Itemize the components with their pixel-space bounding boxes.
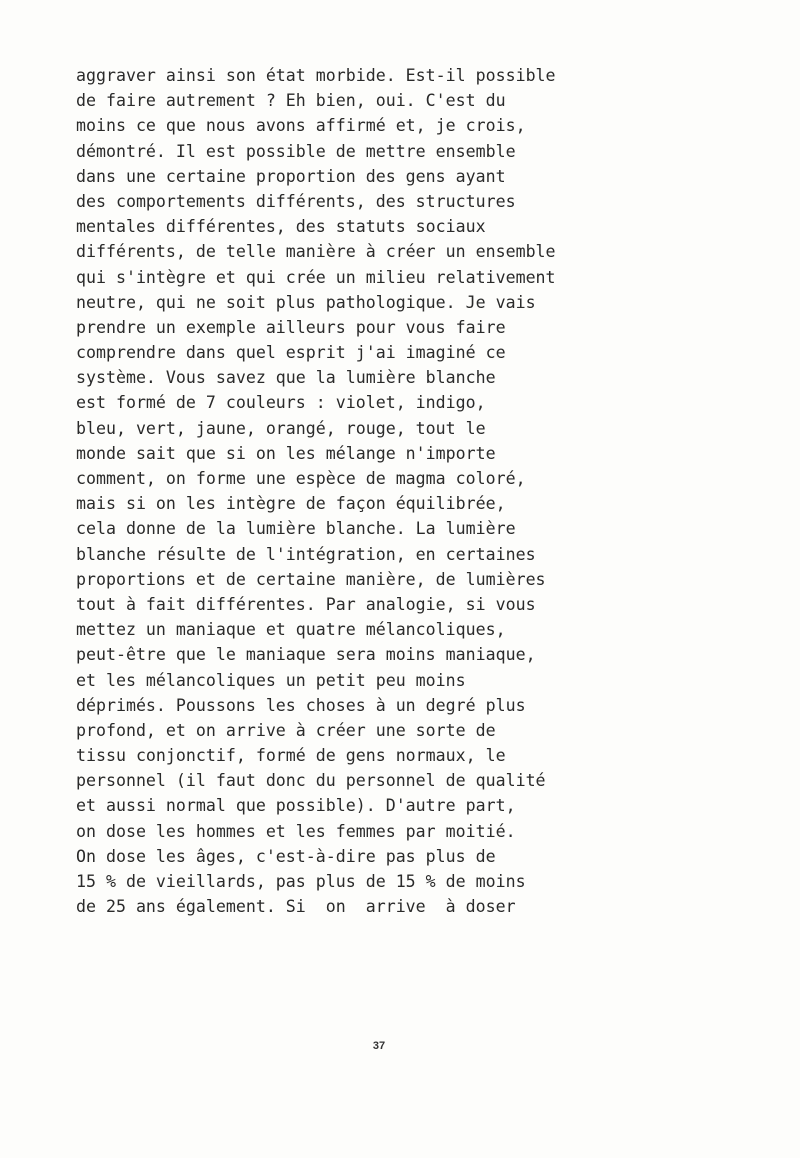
text-line: et les mélancoliques un petit peu moins <box>76 670 466 690</box>
text-line: monde sait que si on les mélange n'importe <box>76 443 496 463</box>
text-line: système. Vous savez que la lumière blanche <box>76 368 496 388</box>
text-line: blanche résulte de l'intégration, en certaines <box>76 544 536 564</box>
text-line: neutre, qui ne soit plus pathologique. Je vais <box>76 292 536 312</box>
text-line: démontré. Il est possible de mettre ensemble <box>76 141 516 161</box>
text-line: proportions et de certaine manière, de lumières <box>76 569 546 589</box>
text-line: 15 % de vieillards, pas plus de 15 % de moins <box>76 872 526 891</box>
text-line: on dose les hommes et les femmes par moitié. <box>76 821 516 841</box>
text-line: est formé de 7 couleurs : violet, indigo, <box>76 393 486 413</box>
text-line: tissu conjonctif, formé de gens normaux, le <box>76 746 506 766</box>
text-line: mentales différentes, des statuts sociaux <box>76 217 486 237</box>
text-line: de faire autrement ? Eh bien, oui. C'est du <box>76 91 506 111</box>
text-line: mais si on les intègre de façon équilibrée, <box>76 494 506 514</box>
text-line: tout à fait différentes. Par analogie, si vous <box>76 594 536 614</box>
text-line: peut-être que le maniaque sera moins maniaque, <box>76 645 536 665</box>
text-line: comprendre dans quel esprit j'ai imaginé ce <box>76 343 506 363</box>
text-line: comment, on forme une espèce de magma coloré, <box>76 469 526 488</box>
text-line: qui s'intègre et qui crée un milieu relativement <box>76 267 556 287</box>
text-line: de 25 ans également. Si on arrive à doser <box>76 897 516 917</box>
text-line: dans une certaine proportion des gens ayant <box>76 166 506 186</box>
text-line: mettez un maniaque et quatre mélancoliques, <box>76 620 506 640</box>
text-line: cela donne de la lumière blanche. La lumière <box>76 519 516 539</box>
text-line: On dose les âges, c'est-à-dire pas plus de <box>76 846 496 866</box>
text-line: des comportements différents, des structures <box>76 191 516 211</box>
text-line: profond, et on arrive à créer une sorte de <box>76 720 496 740</box>
text-line: moins ce que nous avons affirmé et, je crois, <box>76 116 526 136</box>
text-line: différents, de telle manière à créer un ensemble <box>76 242 556 262</box>
text-line: prendre un exemple ailleurs pour vous faire <box>76 317 506 337</box>
text-line: personnel (il faut donc du personnel de qualité <box>76 771 546 791</box>
text-line: bleu, vert, jaune, orangé, rouge, tout le <box>76 418 486 438</box>
page-number: 37 <box>372 1040 386 1052</box>
text-line: déprimés. Poussons les choses à un degré plus <box>76 695 526 715</box>
body-text <box>76 63 576 919</box>
text-line: et aussi normal que possible). D'autre part, <box>76 796 516 816</box>
text-line: aggraver ainsi son état morbide. Est-il possible <box>76 66 556 85</box>
